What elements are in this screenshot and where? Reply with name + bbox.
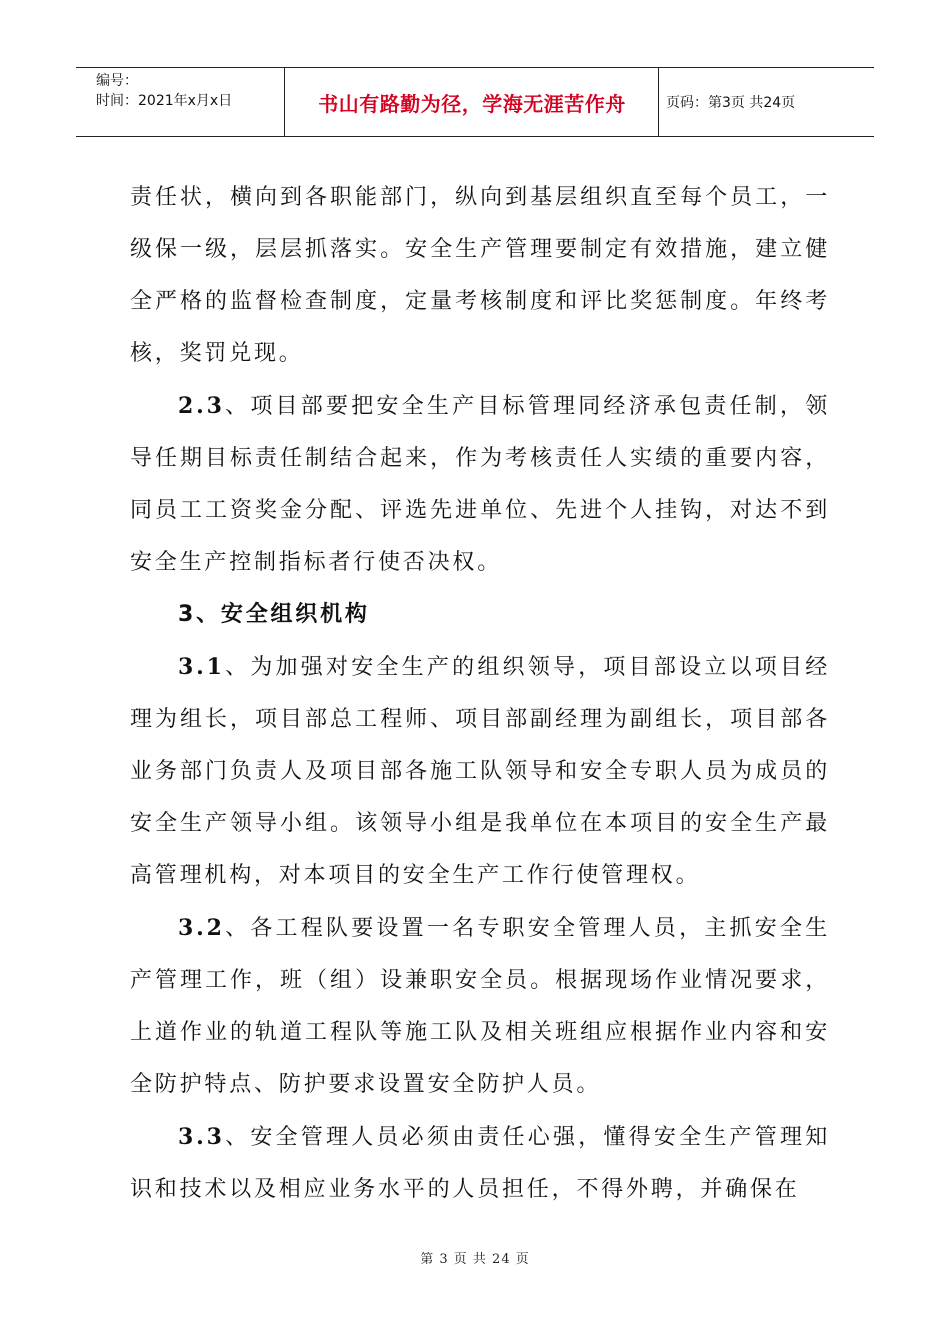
- header-motto: 书山有路勤为径，学海无涯苦作舟: [318, 91, 626, 116]
- paragraph: [130, 380, 830, 589]
- header-divider: [284, 68, 285, 136]
- section-number: 3.1: [178, 654, 225, 680]
- section-number: 3.3: [178, 1124, 225, 1150]
- paragraph-text: 、为加强对安全生产的组织领导，项目部设立以项目经理为组长，项目部总工程师、项目部副经理为副组长，项目部各业务部门负责人及项目部各施工队领导和安全专职人员为成员的安全生产领导小组。该领导小组是我单位在本项目的安全生产最高管理机构，对本项目的安全生产工作行使管理权。: [130, 655, 830, 888]
- page-footer: 第 3 页 共 24 页: [420, 1252, 530, 1267]
- date-label: 时间：2021年x月x日: [96, 93, 233, 109]
- paragraph: [130, 641, 830, 902]
- document-body: [130, 172, 830, 1216]
- paragraph-text: 、安全管理人员必须由责任心强，懂得安全生产管理知识和技术以及相应业务水平的人员担任，不得外聘，并确保在: [130, 1125, 830, 1202]
- paragraph: [130, 902, 830, 1111]
- section-number: 2.3: [178, 393, 225, 419]
- number-label: 编号：: [96, 73, 138, 89]
- header-divider: [658, 68, 659, 136]
- section-number: 3.2: [178, 915, 225, 941]
- document-header: [76, 67, 874, 137]
- paragraph-text: 、项目部要把安全生产目标管理同经济承包责任制，领导任期目标责任制结合起来，作为考核责任人实绩的重要内容，同员工工资奖金分配、评选先进单位、先进个人挂钩，对达不到安全生产控制指标者行使否决权。: [130, 394, 830, 575]
- paragraph-text: 、各工程队要设置一名专职安全管理人员，主抓安全生产管理工作，班（组）设兼职安全员。根据现场作业情况要求，上道作业的轨道工程队等施工队及相关班组应根据作业内容和安全防护特点、防护要求设置安全防护人员。: [130, 916, 830, 1097]
- paragraph-text: 责任状，横向到各职能部门，纵向到基层组织直至每个员工，一级保一级，层层抓落实。安全生产管理要制定有效措施，建立健全严格的监督检查制度，定量考核制度和评比奖惩制度。年终考核，奖罚兑现。: [130, 185, 830, 366]
- header-meta: [96, 71, 232, 111]
- header-page-info: 页码：第3页 共24页: [666, 95, 796, 111]
- section-heading: 3、安全组织机构: [178, 602, 370, 627]
- paragraph: [130, 1111, 830, 1216]
- paragraph: [130, 172, 830, 380]
